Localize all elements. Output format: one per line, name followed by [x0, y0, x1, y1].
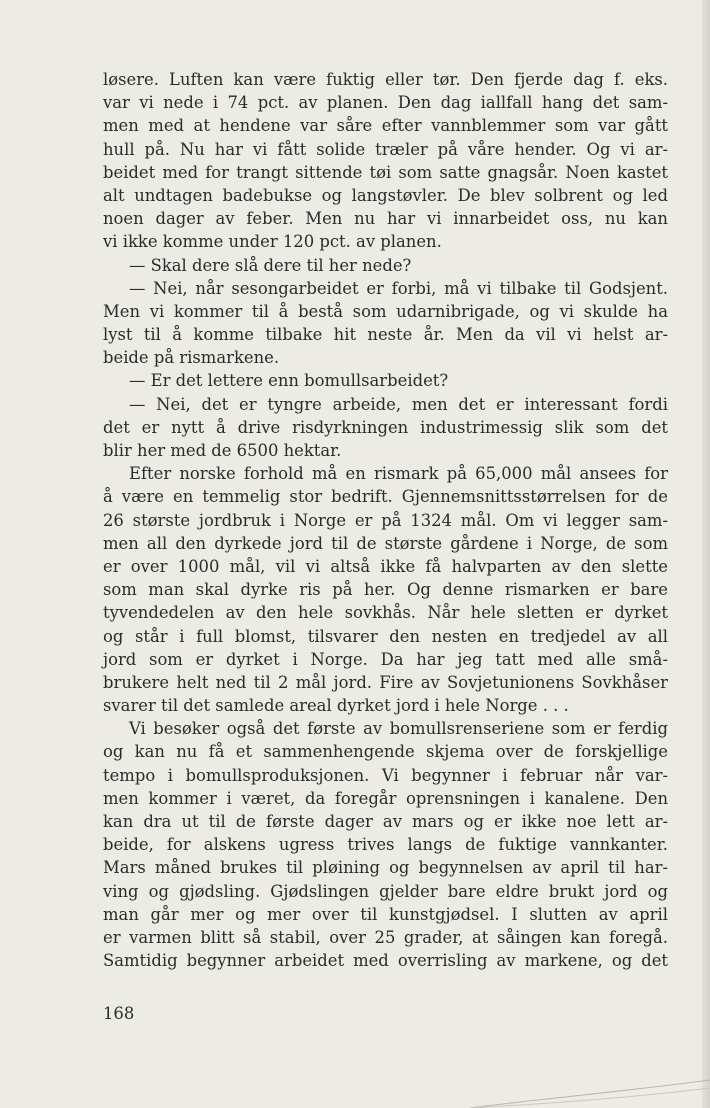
- text-line: 26 største jordbruk i Norge er på 1324 mål. Om vi legger sam-: [103, 510, 668, 530]
- text-line: Samtidig begynner arbeidet med overrisling av markene, og det: [103, 951, 668, 971]
- text-line: lyst til å komme tilbake hit neste år. Men da vil vi helst ar-: [103, 325, 668, 345]
- text-line: — Skal dere slå dere til her nede?: [129, 255, 412, 275]
- text-line: kan dra ut til de første dager av mars og er ikke noe lett ar-: [103, 812, 668, 831]
- text-line: — Nei, når sesongarbeidet er forbi, må vi tilbake til Godsjent.: [129, 278, 668, 298]
- text-line: det er nytt å drive risdyrkningen industrimessig slik som det: [103, 417, 668, 437]
- text-line: er over 1000 mål, vil vi altså ikke få halvparten av den slette: [103, 556, 668, 576]
- text-line: Mars måned brukes til pløining og begynnelsen av april til har-: [103, 858, 668, 878]
- text-line: tyvendedelen av den hele sovkhås. Når hele sletten er dyrket: [103, 603, 668, 623]
- text-line: vi ikke komme under 120 pct. av planen.: [103, 232, 442, 252]
- text-line: å være en temmelig stor bedrift. Gjennemsnittsstørrelsen for de: [103, 487, 668, 507]
- text-line: men med at hendene var såre efter vannblemmer som var gått: [103, 116, 668, 136]
- text-line: noen dager av feber. Men nu har vi innarbeidet oss, nu kan: [103, 209, 668, 229]
- text-line: blir her med de 6500 hektar.: [103, 441, 342, 460]
- body-text: [103, 68, 668, 972]
- text-line: ving og gjødsling. Gjødslingen gjelder bare eldre brukt jord og: [103, 881, 668, 901]
- text-line: men all den dyrkede jord til de største gårdene i Norge, de som: [103, 533, 668, 553]
- text-line: jord som er dyrket i Norge. Da har jeg tatt med alle små-: [103, 649, 668, 669]
- text-line: og kan nu få et sammenhengende skjema over de forskjellige: [103, 742, 668, 762]
- text-line: beide, for alskens ugress trives langs de fuktige vannkanter.: [103, 835, 668, 855]
- text-line: var vi nede i 74 pct. av planen. Den dag iallfall hang det sam-: [103, 93, 668, 113]
- page-number: 168: [103, 1004, 135, 1023]
- text-line: løsere. Luften kan være fuktig eller tør. Den fjerde dag f. eks.: [103, 70, 668, 89]
- text-line: Vi besøker også det første av bomullsrenseriene som er ferdig: [129, 719, 668, 739]
- text-line: — Nei, det er tyngre arbeide, men det er interessant fordi: [129, 394, 668, 414]
- text-line: beidet med for trangt sittende tøi som satte gnagsår. Noen kastet: [103, 162, 668, 182]
- page-edge: [702, 0, 710, 1108]
- text-line: Men vi kommer til å bestå som udarnibrigade, og vi skulde ha: [103, 301, 668, 321]
- text-line: brukere helt ned til 2 mål jord. Fire av Sovjetunionens Sovkhåser: [103, 672, 668, 692]
- text-line: tempo i bomullsproduksjonen. Vi begynner i februar når var-: [103, 765, 668, 785]
- text-line: alt undtagen badebukse og langstøvler. De blev solbrent og led: [103, 185, 668, 205]
- text-line: hull på. Nu har vi fått solide træler på våre hender. Og vi ar-: [103, 139, 668, 159]
- text-line: og står i full blomst, tilsvarer den nesten en tredjedel av all: [103, 626, 668, 646]
- text-line: men kommer i været, da foregår oprensningen i kanalene. Den: [103, 788, 668, 808]
- text-line: som man skal dyrke ris på her. Og denne rismarken er bare: [103, 580, 668, 600]
- page-corner-curl: [470, 1078, 710, 1108]
- text-line: Efter norske forhold må en rismark på 65,000 mål ansees for: [129, 464, 668, 484]
- text-line: svarer til det samlede areal dyrket jord i hele Norge . . .: [103, 696, 569, 716]
- text-line: man går mer og mer over til kunstgjødsel. I slutten av april: [103, 904, 668, 924]
- text-line: beide på rismarkene.: [103, 348, 280, 368]
- text-line: er varmen blitt så stabil, over 25 grader, at såingen kan foregå.: [103, 927, 668, 947]
- text-line: — Er det lettere enn bomullsarbeidet?: [129, 371, 449, 391]
